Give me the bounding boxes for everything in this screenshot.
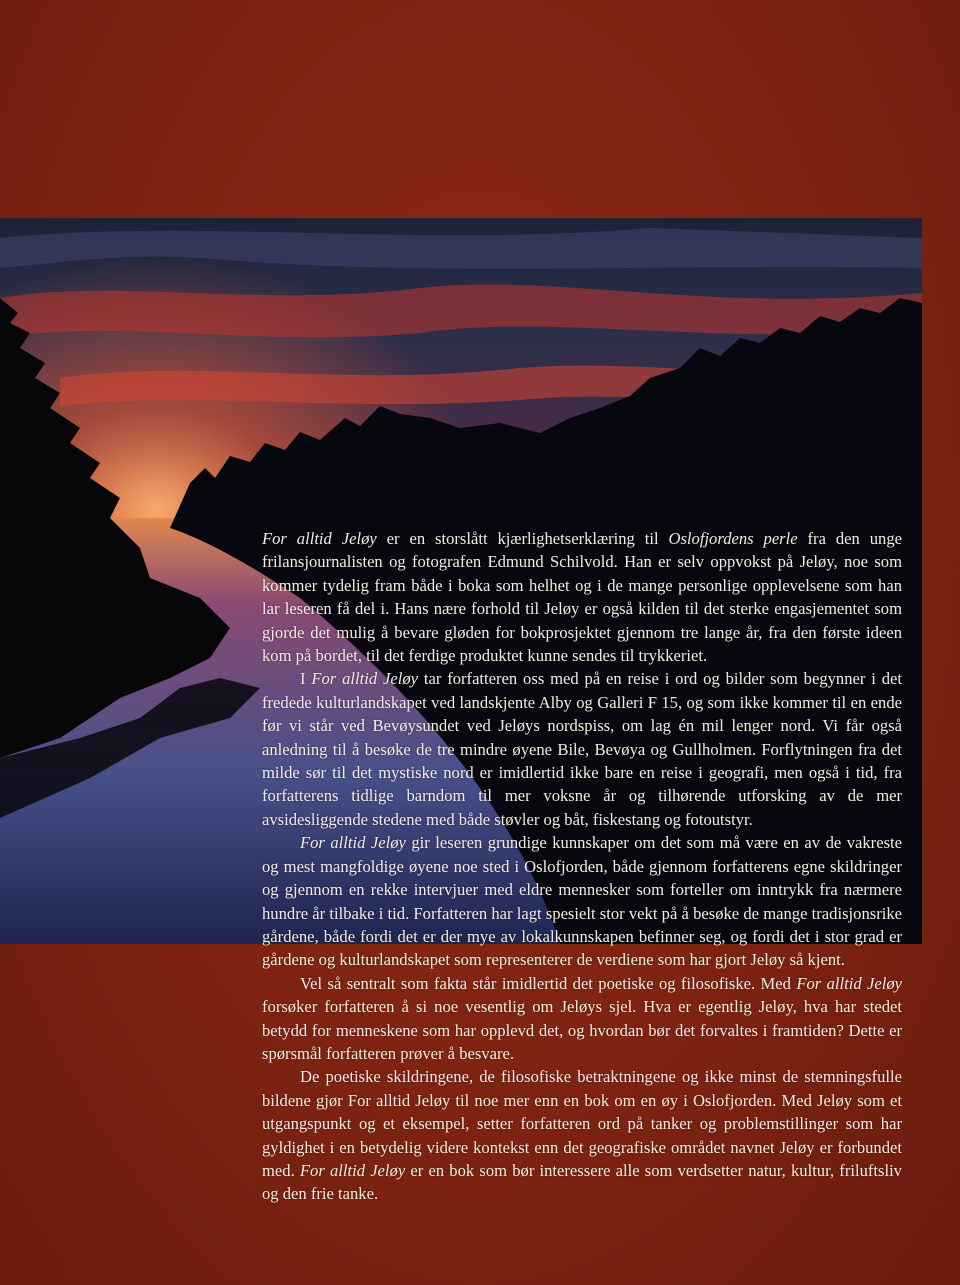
text-run: er en storslått kjærlighetserklæring til xyxy=(376,529,669,548)
book-title-italic: For alltid Jeløy xyxy=(311,669,418,689)
book-title-italic: For alltid Jeløy xyxy=(796,973,902,993)
paragraph-5 xyxy=(262,1065,902,1205)
text-run: forsøker forfatteren å si noe vesentlig om Jeløys sjel. Hva er egentlig Jeløy, hva har stedet betydd for menneskene som har opplevd det, og hvordan bør det forvaltes i framtiden? Dette er spørsmål forfatteren prøver å besvare. xyxy=(262,997,902,1063)
body-text xyxy=(262,527,902,1206)
paragraph-3 xyxy=(262,831,902,971)
paragraph-1 xyxy=(262,527,902,667)
book-title-italic: For alltid Jeløy xyxy=(262,529,377,548)
text-run: tar forfatteren oss med på en reise i ord og bilder som begynner i det fredede kulturlandskapet ved landskjente Alby og Galleri F 15, og som ikke kommer til en ende før vi står ved Bevøysundet ved Jeløys nordspiss, om lag én mil lenger nord. Vi får også anledning til å besøke de tre mindre øyene Bile, Bevøya og Gullholmen. Forflytningen fra det milde sør til det mystiske nord er imidlertid ikke bare en reise i geografi, men også i tid, fra forfatterens tidlige barndom til mer voksne år og tilhørende utforsking av de mer avsidesliggende stedene med både støvler og båt, fiskestang og fotoutstyr. xyxy=(262,669,902,829)
text-run: fra den unge frilansjournalisten og fotografen Edmund Schilvold. Han er selv oppvokst på Jeløy, noe som kommer tydelig fram både i boka som helhet og i de mange personlige opplevelsene som han lar leseren få del i. Hans nære forhold til Jeløy er også kilden til det sterke engasjementet som gjorde det mulig å bevare gløden for bokprosjektet gjennom tre lange år, fra den første ideen kom på bordet, til det ferdige produktet kunne sendes til trykkeriet. xyxy=(262,529,902,666)
book-title-italic: Oslofjordens perle xyxy=(668,529,798,548)
book-title-italic: For alltid Jeløy xyxy=(299,1160,406,1180)
text-run: er en bok som bør interessere alle som verdsetter natur, kultur, friluftsliv og den frie tanke. xyxy=(262,1160,902,1204)
text-run: I xyxy=(300,669,312,689)
text-run: De poetiske skildringene, de filosofiske betraktningene og ikke minst de stemningsfulle bildene gjør For alltid Jeløy til noe mer enn en bok om en øy i Oslofjorden. Med Jeløy som et utgangspunkt og et eksempel, setter forfatteren ord på tanker og problemstillinger som har gyldighet i en betydelig videre kontekst enn det geografiske området navnet Jeløy er forbundet med. xyxy=(262,1067,902,1180)
paragraph-2 xyxy=(262,667,902,831)
text-run: gir leseren grundige kunnskaper om det som må være en av de vakreste og mest mangfoldige øyene noe sted i Oslofjorden, både gjennom forfatterens egne skildringer og gjennom en rekke intervjuer med eldre mennesker som forteller om inntrykk fra nærmere hundre år tilbake i tid. Forfatteren har lagt spesielt stor vekt på å besøke de mange tradisjonsrike gårdene, både fordi det er der mye av lokalkunnskapen befinner seg, og fordi det i stor grad er gårdene og kulturlandskapet som representerer de verdiene som har gjort Jeløy så kjent. xyxy=(262,833,903,970)
text-run: Vel så sentralt som fakta står imidlertid det poetiske og filosofiske. Med xyxy=(300,973,797,993)
paragraph-4 xyxy=(262,972,902,1066)
book-title-italic: For alltid Jeløy xyxy=(300,833,406,853)
